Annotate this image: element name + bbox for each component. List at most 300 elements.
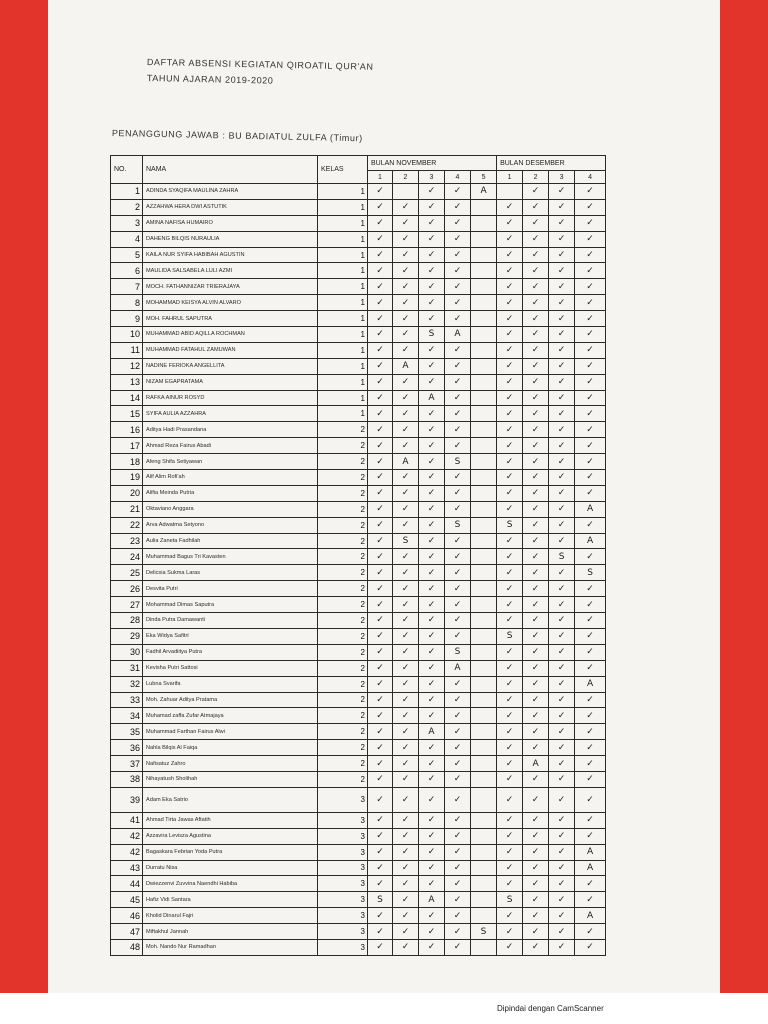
student-name: Miftakhul Jannah	[143, 924, 318, 940]
class-level: 2	[318, 501, 368, 517]
row-number: 10	[111, 327, 143, 343]
class-level: 2	[318, 565, 368, 581]
attendance-mark	[471, 501, 497, 517]
class-level: 2	[318, 549, 368, 565]
class-level: 1	[318, 215, 368, 231]
row-number: 28	[111, 613, 143, 629]
attendance-mark: ✓	[549, 939, 575, 955]
row-number: 45	[111, 892, 143, 908]
class-level: 1	[318, 279, 368, 295]
student-name: Oktaviano Anggara	[143, 501, 318, 517]
attendance-mark: ✓	[497, 549, 523, 565]
attendance-mark: ✓	[445, 533, 471, 549]
attendance-mark: ✓	[419, 844, 445, 860]
attendance-mark: S	[445, 454, 471, 470]
attendance-mark: A	[393, 358, 419, 374]
student-name: DAHENG BILQIS NURAULIA	[143, 231, 318, 247]
attendance-mark: ✓	[549, 676, 575, 692]
attendance-mark: ✓	[368, 231, 393, 247]
attendance-mark: ✓	[419, 247, 445, 263]
attendance-mark: ✓	[549, 422, 575, 438]
class-level: 3	[318, 924, 368, 940]
table-row	[111, 939, 606, 955]
attendance-mark: ✓	[393, 644, 419, 660]
attendance-mark: ✓	[445, 860, 471, 876]
student-name: Afeng Shifa Setiyawan	[143, 454, 318, 470]
student-name: Bagaskara Febrian Yoda Putra	[143, 844, 318, 860]
row-number: 11	[111, 342, 143, 358]
attendance-mark: ✓	[549, 231, 575, 247]
attendance-mark: ✓	[419, 454, 445, 470]
attendance-mark: ✓	[393, 406, 419, 422]
attendance-mark: ✓	[497, 279, 523, 295]
attendance-mark: ✓	[523, 231, 549, 247]
attendance-mark: ✓	[419, 215, 445, 231]
student-name: MAULIDA SALSABELA LULI AZMI	[143, 263, 318, 279]
month-december-header: BULAN DESEMBER	[497, 156, 606, 171]
attendance-mark: ✓	[497, 501, 523, 517]
student-name: Alifia Meinda Putria	[143, 485, 318, 501]
attendance-mark: ✓	[393, 676, 419, 692]
attendance-mark: ✓	[419, 581, 445, 597]
attendance-mark: ✓	[549, 184, 575, 200]
attendance-mark: ✓	[497, 613, 523, 629]
attendance-mark: ✓	[575, 247, 606, 263]
attendance-mark: ✓	[393, 438, 419, 454]
attendance-mark: ✓	[393, 374, 419, 390]
attendance-mark: ✓	[445, 628, 471, 644]
attendance-mark: ✓	[575, 438, 606, 454]
attendance-mark: ✓	[368, 828, 393, 844]
table-row	[111, 676, 606, 692]
attendance-mark: ✓	[523, 311, 549, 327]
attendance-mark: ✓	[368, 390, 393, 406]
attendance-mark: ✓	[368, 613, 393, 629]
row-number: 6	[111, 263, 143, 279]
attendance-mark: ✓	[445, 676, 471, 692]
attendance-mark: ✓	[445, 485, 471, 501]
attendance-mark	[471, 876, 497, 892]
row-number: 7	[111, 279, 143, 295]
student-name: Dinda Putra Damawanti	[143, 613, 318, 629]
attendance-mark: ✓	[497, 581, 523, 597]
attendance-mark: ✓	[575, 692, 606, 708]
table-row	[111, 581, 606, 597]
attendance-mark: ✓	[368, 485, 393, 501]
attendance-mark: ✓	[393, 740, 419, 756]
week-header: 1	[497, 171, 523, 184]
attendance-mark: ✓	[419, 470, 445, 486]
attendance-mark: ✓	[549, 581, 575, 597]
attendance-mark	[471, 756, 497, 772]
attendance-mark: S	[497, 628, 523, 644]
attendance-mark: ✓	[445, 692, 471, 708]
supervisor-line: PENANGGUNG JAWAB : BU BADIATUL ZULFA (Timur)	[111, 128, 363, 144]
student-name: Lubna Svarifa	[143, 676, 318, 692]
attendance-mark: ✓	[419, 311, 445, 327]
attendance-mark: ✓	[523, 581, 549, 597]
attendance-table	[110, 155, 606, 956]
table-row	[111, 406, 606, 422]
week-header: 4	[445, 171, 471, 184]
attendance-mark: ✓	[575, 924, 606, 940]
attendance-mark: ✓	[549, 565, 575, 581]
attendance-mark: ✓	[445, 374, 471, 390]
attendance-mark: ✓	[419, 422, 445, 438]
class-level: 3	[318, 787, 368, 812]
attendance-mark: ✓	[393, 613, 419, 629]
row-number: 20	[111, 485, 143, 501]
attendance-mark: ✓	[549, 708, 575, 724]
attendance-mark	[471, 199, 497, 215]
attendance-mark: ✓	[368, 438, 393, 454]
attendance-mark: ✓	[497, 756, 523, 772]
attendance-mark	[471, 295, 497, 311]
attendance-mark: ✓	[368, 740, 393, 756]
attendance-mark: ✓	[368, 876, 393, 892]
row-number: 37	[111, 756, 143, 772]
table-row	[111, 597, 606, 613]
attendance-mark: ✓	[497, 311, 523, 327]
class-level: 2	[318, 533, 368, 549]
attendance-mark: ✓	[445, 771, 471, 787]
row-number: 43	[111, 860, 143, 876]
row-number: 30	[111, 644, 143, 660]
class-level: 3	[318, 939, 368, 955]
attendance-mark: ✓	[523, 295, 549, 311]
table-row	[111, 438, 606, 454]
student-name: KAILA NUR SYIFA HABIBAH AGUSTIN	[143, 247, 318, 263]
student-name: AZZAHWA HERA DWI ASTUTIK	[143, 199, 318, 215]
class-level: 1	[318, 327, 368, 343]
row-number: 12	[111, 358, 143, 374]
attendance-mark: ✓	[419, 756, 445, 772]
attendance-mark: ✓	[523, 501, 549, 517]
attendance-mark: ✓	[393, 199, 419, 215]
class-level: 2	[318, 644, 368, 660]
attendance-mark: ✓	[575, 263, 606, 279]
attendance-mark	[471, 740, 497, 756]
attendance-mark	[471, 860, 497, 876]
class-level: 1	[318, 295, 368, 311]
attendance-mark: ✓	[368, 812, 393, 828]
attendance-mark: ✓	[445, 295, 471, 311]
row-number: 14	[111, 390, 143, 406]
table-row	[111, 184, 606, 200]
attendance-mark: ✓	[523, 517, 549, 533]
month-november-header: BULAN NOVEMBER	[368, 156, 497, 171]
student-name: Fadhil Arvadiitya Putra	[143, 644, 318, 660]
attendance-mark: ✓	[523, 708, 549, 724]
attendance-mark: ✓	[445, 613, 471, 629]
attendance-mark: ✓	[368, 924, 393, 940]
table-row	[111, 708, 606, 724]
class-level: 2	[318, 724, 368, 740]
attendance-mark: ✓	[393, 295, 419, 311]
attendance-mark: ✓	[419, 613, 445, 629]
attendance-mark	[471, 828, 497, 844]
attendance-mark: A	[471, 184, 497, 200]
attendance-mark: A	[575, 676, 606, 692]
attendance-mark: ✓	[445, 390, 471, 406]
row-number: 34	[111, 708, 143, 724]
class-level: 2	[318, 470, 368, 486]
attendance-mark	[471, 311, 497, 327]
attendance-mark	[471, 787, 497, 812]
attendance-mark	[471, 406, 497, 422]
attendance-mark: ✓	[523, 406, 549, 422]
attendance-mark: ✓	[497, 597, 523, 613]
attendance-mark: ✓	[393, 939, 419, 955]
class-level: 2	[318, 660, 368, 676]
attendance-mark: ✓	[368, 676, 393, 692]
student-name: Dwiezzenvi Zuvvina Naendhi Habiba	[143, 876, 318, 892]
attendance-mark: ✓	[575, 279, 606, 295]
attendance-mark: ✓	[523, 279, 549, 295]
student-name: Eka Widya Safitri	[143, 628, 318, 644]
attendance-mark: ✓	[575, 342, 606, 358]
attendance-mark: ✓	[393, 422, 419, 438]
class-level: 2	[318, 581, 368, 597]
attendance-mark: ✓	[368, 597, 393, 613]
attendance-mark: ✓	[523, 358, 549, 374]
table-row	[111, 279, 606, 295]
attendance-mark: ✓	[368, 644, 393, 660]
attendance-mark: ✓	[575, 939, 606, 955]
attendance-mark: ✓	[549, 327, 575, 343]
attendance-mark: ✓	[445, 740, 471, 756]
student-name: Delicsia Sukma Laras	[143, 565, 318, 581]
attendance-mark: ✓	[549, 660, 575, 676]
attendance-mark: ✓	[575, 470, 606, 486]
attendance-mark	[471, 565, 497, 581]
attendance-mark: ✓	[393, 342, 419, 358]
attendance-mark: ✓	[523, 724, 549, 740]
attendance-mark: ✓	[419, 660, 445, 676]
attendance-mark: ✓	[549, 924, 575, 940]
attendance-mark: ✓	[523, 485, 549, 501]
table-row	[111, 812, 606, 828]
student-name: AMINA NAFISA HUMAIRO	[143, 215, 318, 231]
attendance-mark: ✓	[368, 311, 393, 327]
attendance-mark: ✓	[393, 231, 419, 247]
attendance-mark	[471, 342, 497, 358]
class-level: 2	[318, 756, 368, 772]
attendance-mark: ✓	[368, 517, 393, 533]
attendance-mark: ✓	[575, 740, 606, 756]
attendance-mark: ✓	[497, 422, 523, 438]
attendance-mark: ✓	[393, 876, 419, 892]
attendance-mark	[471, 692, 497, 708]
col-kelas-header: KELAS	[318, 156, 368, 184]
attendance-mark	[497, 184, 523, 200]
attendance-mark: ✓	[393, 327, 419, 343]
attendance-mark: ✓	[523, 184, 549, 200]
attendance-mark: ✓	[393, 724, 419, 740]
attendance-mark	[471, 939, 497, 955]
table-row	[111, 422, 606, 438]
attendance-mark: ✓	[497, 812, 523, 828]
student-name: Moh. Nando Nur Ramadhan	[143, 939, 318, 955]
attendance-mark: ✓	[419, 676, 445, 692]
table-row	[111, 908, 606, 924]
attendance-mark: ✓	[575, 756, 606, 772]
attendance-mark: ✓	[575, 812, 606, 828]
attendance-mark: ✓	[523, 454, 549, 470]
attendance-mark: A	[523, 756, 549, 772]
attendance-mark: ✓	[497, 215, 523, 231]
attendance-mark: ✓	[368, 660, 393, 676]
attendance-mark: ✓	[445, 199, 471, 215]
class-level: 1	[318, 358, 368, 374]
attendance-mark: ✓	[549, 533, 575, 549]
attendance-mark: ✓	[575, 787, 606, 812]
attendance-mark: ✓	[419, 708, 445, 724]
attendance-mark: ✓	[497, 787, 523, 812]
attendance-mark: ✓	[445, 756, 471, 772]
class-level: 1	[318, 406, 368, 422]
attendance-mark: ✓	[393, 812, 419, 828]
attendance-mark: ✓	[497, 908, 523, 924]
attendance-mark: ✓	[368, 327, 393, 343]
row-number: 4	[111, 231, 143, 247]
attendance-mark: ✓	[393, 860, 419, 876]
attendance-mark	[471, 628, 497, 644]
class-level: 2	[318, 740, 368, 756]
row-number: 38	[111, 771, 143, 787]
student-name: NADINE FERIOKA ANGELLITA	[143, 358, 318, 374]
attendance-mark: ✓	[575, 311, 606, 327]
table-row	[111, 613, 606, 629]
attendance-mark: ✓	[368, 628, 393, 644]
student-name: Hafiz Vidi Santara	[143, 892, 318, 908]
attendance-mark	[471, 549, 497, 565]
attendance-mark: S	[497, 892, 523, 908]
table-row	[111, 231, 606, 247]
student-name: Aulia Zaneta Fadhilah	[143, 533, 318, 549]
attendance-mark: ✓	[419, 644, 445, 660]
attendance-mark: ✓	[523, 597, 549, 613]
row-number: 42	[111, 844, 143, 860]
attendance-mark: ✓	[523, 876, 549, 892]
week-header: 4	[575, 171, 606, 184]
attendance-mark	[471, 470, 497, 486]
attendance-mark: A	[419, 724, 445, 740]
attendance-table-container	[110, 155, 605, 956]
attendance-mark: ✓	[368, 692, 393, 708]
attendance-mark: ✓	[393, 708, 419, 724]
class-level: 3	[318, 892, 368, 908]
attendance-mark: ✓	[445, 279, 471, 295]
table-row	[111, 860, 606, 876]
attendance-mark: ✓	[445, 844, 471, 860]
class-level: 2	[318, 517, 368, 533]
attendance-mark: ✓	[419, 501, 445, 517]
row-number: 1	[111, 184, 143, 200]
attendance-mark: ✓	[575, 828, 606, 844]
class-level: 3	[318, 876, 368, 892]
table-row	[111, 787, 606, 812]
header-row	[111, 156, 606, 171]
attendance-mark: ✓	[497, 374, 523, 390]
attendance-mark: ✓	[445, 422, 471, 438]
attendance-mark: A	[419, 390, 445, 406]
attendance-mark: ✓	[445, 311, 471, 327]
attendance-mark: ✓	[368, 501, 393, 517]
student-name: Ahmad Tirta Jawas Aftatih	[143, 812, 318, 828]
attendance-mark: ✓	[549, 876, 575, 892]
attendance-mark	[471, 676, 497, 692]
student-name: Adam Eka Satrio	[143, 787, 318, 812]
attendance-mark: ✓	[419, 565, 445, 581]
attendance-mark: ✓	[575, 215, 606, 231]
attendance-mark: S	[419, 327, 445, 343]
class-level: 1	[318, 199, 368, 215]
class-level: 3	[318, 828, 368, 844]
attendance-mark	[471, 708, 497, 724]
attendance-mark: ✓	[497, 708, 523, 724]
class-level: 2	[318, 454, 368, 470]
class-level: 2	[318, 771, 368, 787]
class-level: 1	[318, 342, 368, 358]
attendance-mark: ✓	[419, 295, 445, 311]
row-number: 2	[111, 199, 143, 215]
attendance-mark: ✓	[393, 581, 419, 597]
attendance-mark: ✓	[445, 581, 471, 597]
student-name: Ahmad Reza Fairus Abadi	[143, 438, 318, 454]
student-name: Moh. Zahuar Aditya Pratama	[143, 692, 318, 708]
attendance-mark	[471, 581, 497, 597]
row-number: 47	[111, 924, 143, 940]
attendance-mark: ✓	[497, 470, 523, 486]
table-row	[111, 263, 606, 279]
attendance-mark: ✓	[419, 924, 445, 940]
student-name: Mohammad Dimas Saputra	[143, 597, 318, 613]
class-level: 3	[318, 844, 368, 860]
class-level: 2	[318, 692, 368, 708]
attendance-mark: ✓	[549, 438, 575, 454]
table-row	[111, 771, 606, 787]
attendance-mark: ✓	[549, 597, 575, 613]
attendance-mark	[471, 485, 497, 501]
attendance-mark: ✓	[393, 247, 419, 263]
attendance-mark: ✓	[419, 740, 445, 756]
attendance-mark: S	[445, 517, 471, 533]
table-row	[111, 374, 606, 390]
attendance-mark: ✓	[445, 939, 471, 955]
attendance-mark: ✓	[523, 692, 549, 708]
attendance-mark: ✓	[523, 215, 549, 231]
attendance-mark: ✓	[419, 184, 445, 200]
attendance-mark: ✓	[393, 908, 419, 924]
attendance-mark: ✓	[575, 422, 606, 438]
attendance-mark: ✓	[368, 342, 393, 358]
attendance-mark: A	[393, 454, 419, 470]
attendance-mark: A	[419, 892, 445, 908]
attendance-mark: ✓	[419, 231, 445, 247]
attendance-mark: ✓	[575, 644, 606, 660]
class-level: 1	[318, 184, 368, 200]
attendance-mark: ✓	[445, 231, 471, 247]
attendance-mark: ✓	[549, 860, 575, 876]
attendance-mark: ✓	[445, 724, 471, 740]
table-row	[111, 828, 606, 844]
attendance-mark: ✓	[549, 501, 575, 517]
table-row	[111, 342, 606, 358]
attendance-mark: ✓	[445, 438, 471, 454]
week-header: 2	[393, 171, 419, 184]
attendance-mark: ✓	[575, 771, 606, 787]
